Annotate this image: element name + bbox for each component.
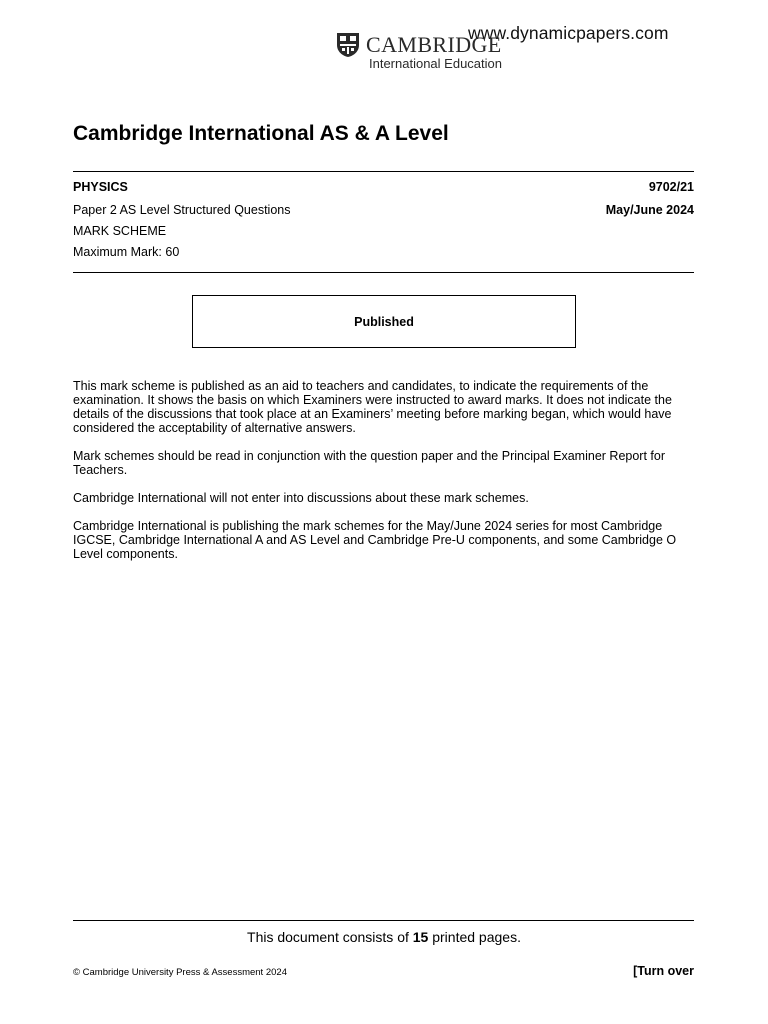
turn-over-label: [Turn over	[633, 964, 694, 978]
intro-text	[73, 379, 698, 575]
paragraph: Cambridge International will not enter into discussions about these mark schemes.	[73, 491, 529, 505]
paragraph: Cambridge International is publishing the mark schemes for the May/June 2024 series for most Cambridge IGCSE, Cambridge International A and AS Level and Cambridge Pre-U components, and some Cambridge O Level components.	[73, 519, 677, 561]
watermark-url: www.dynamicpapers.com	[468, 23, 669, 43]
exam-session: May/June 2024	[605, 203, 694, 217]
maximum-mark: Maximum Mark: 60	[73, 245, 180, 259]
paper-title: Paper 2 AS Level Structured Questions	[73, 203, 291, 217]
logo-wordmark: CAMBRIDGE	[366, 32, 502, 57]
logo-tagline: International Education	[369, 56, 502, 71]
page-count: 15	[412, 929, 429, 945]
paragraph: Mark schemes should be read in conjunction with the question paper and the Principal Examiner Report for Teachers.	[73, 449, 665, 477]
status-label: Published	[354, 314, 414, 329]
footer-divider	[73, 920, 694, 921]
header-divider-bottom	[73, 272, 694, 273]
page-title: Cambridge International AS & A Level	[73, 122, 449, 145]
subject-label: PHYSICS	[73, 180, 128, 194]
page-count-suffix: printed pages.	[428, 929, 521, 945]
page-count-prefix: This document consists of	[247, 929, 413, 945]
page-count-note	[0, 929, 768, 945]
cambridge-logo	[336, 30, 536, 74]
header-divider-top	[73, 171, 694, 172]
copyright-notice: © Cambridge University Press & Assessment 2024	[73, 967, 287, 978]
syllabus-code: 9702/21	[648, 180, 694, 194]
status-box	[192, 295, 576, 348]
paragraph: This mark scheme is published as an aid to teachers and candidates, to indicate the requirements of the examination. It shows the basis on which Examiners were instructed to award marks. It does not indicate the details of the discussions that took place at an Examiners’ meeting before marking began, which would have considered the acceptability of alternative answers.	[73, 379, 672, 435]
document-type: MARK SCHEME	[73, 224, 167, 238]
crest-icon	[336, 32, 360, 58]
